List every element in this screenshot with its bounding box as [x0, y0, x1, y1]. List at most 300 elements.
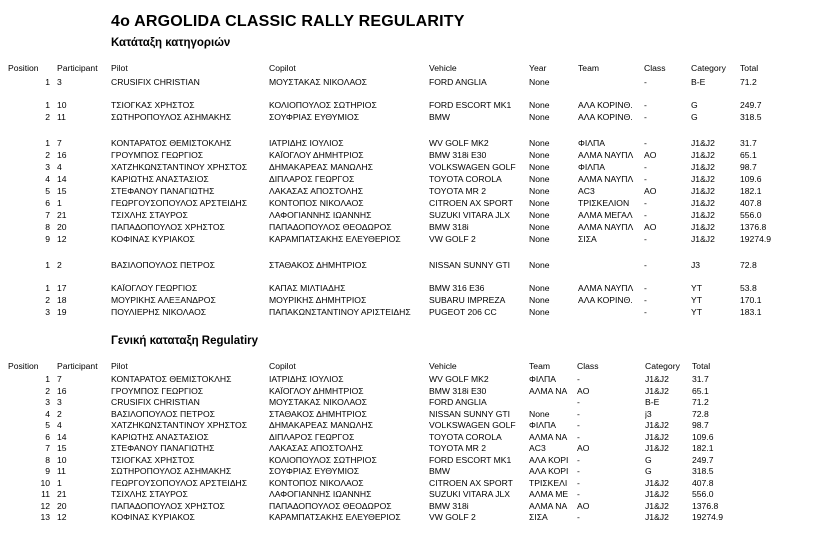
- cell-category: j3: [645, 408, 652, 419]
- cell-pilot: ΚΟΦΙΝΑΣ ΚΥΡΙΑΚΟΣ: [111, 512, 195, 522]
- table-row: [0, 455, 815, 466]
- cell-year: None: [529, 234, 550, 244]
- cell-copilot: ΠΑΠΑΔΟΠΟΥΛΟΣ ΘΕΟΔΩΡΟΣ: [269, 500, 392, 511]
- cell-category: J1&J2: [691, 174, 715, 184]
- cell-total: 65.1: [692, 385, 709, 396]
- cell-copilot: ΠΑΠΑΔΟΠΟΥΛΟΣ ΘΕΟΔΩΡΟΣ: [269, 222, 392, 232]
- table-row: [0, 386, 815, 397]
- table-row: [0, 397, 815, 408]
- cell-participant: 21: [57, 210, 67, 220]
- cell-copilot: ΚΑΡΑΜΠΑΤΣΑΚΗΣ ΕΛΕΥΘΕΡΙΟΣ: [269, 234, 401, 244]
- cell-total: 556.0: [692, 489, 714, 499]
- cell-participant: 17: [57, 283, 67, 293]
- cell-class: AO: [577, 385, 590, 396]
- cell-class: -: [644, 162, 647, 172]
- cell-team: ΤΡΙΣΚΕΛΙΟΝ: [578, 198, 630, 208]
- cell-team: ΑΛΜΑ ΜΕ: [529, 489, 569, 499]
- cell-year: None: [529, 162, 550, 172]
- cell-position: 5: [45, 420, 50, 430]
- cell-copilot: ΔΗΜΑΚΑΡΕΑΣ ΜΑΝΩΛΗΣ: [269, 420, 373, 430]
- header-category: Category: [645, 361, 680, 371]
- cell-category: YT: [691, 295, 702, 305]
- cell-vehicle: BMW 316 E36: [429, 283, 485, 293]
- cell-class: AO: [644, 150, 657, 160]
- cell-participant: 21: [57, 489, 67, 499]
- cell-team: AC3: [578, 186, 595, 196]
- cell-position: 3: [45, 162, 50, 172]
- cell-category: G: [645, 466, 652, 476]
- cell-category: B-E: [645, 397, 660, 407]
- cell-copilot: ΣΟΥΦΡΙΑΣ ΕΥΘΥΜΙΟΣ: [269, 466, 360, 476]
- cell-pilot: ΧΑΤΖΗΚΩΝΣΤΑΝΤΙΝΟΥ ΧΡΗΣΤΟΣ: [111, 420, 248, 430]
- cell-total: 1376.8: [692, 500, 719, 511]
- table-row: [0, 210, 815, 221]
- section-title-overall: Γενική καταταξη Regulatiry: [111, 335, 259, 347]
- cell-team: ΑΛΜΑ ΝΑΥΠΛ: [578, 222, 634, 232]
- cell-participant: 16: [57, 150, 67, 160]
- cell-participant: 7: [57, 374, 62, 384]
- cell-category: G: [645, 454, 652, 465]
- cell-year: None: [529, 186, 550, 196]
- cell-vehicle: FORD ANGLIA: [429, 77, 487, 87]
- cell-vehicle: VW GOLF 2: [429, 512, 476, 522]
- cell-total: 182.1: [740, 186, 762, 196]
- table-row: [0, 150, 815, 161]
- cell-pilot: CRUSIFIX CHRISTIAN: [111, 77, 200, 87]
- cell-position: 1: [45, 374, 50, 384]
- cell-position: 7: [45, 210, 50, 220]
- cell-class: -: [577, 420, 580, 430]
- header-team: Team: [578, 63, 600, 73]
- cell-team: ΦΙΛΠΑ: [529, 374, 556, 384]
- cell-position: 2: [45, 385, 50, 396]
- cell-category: J1&J2: [691, 162, 715, 172]
- cell-class: -: [644, 198, 647, 208]
- cell-vehicle: SUZUKI VITARA JLX: [429, 489, 511, 499]
- cell-vehicle: FORD ANGLIA: [429, 397, 487, 407]
- cell-team: ΦΙΛΠΑ: [529, 420, 556, 430]
- cell-participant: 15: [57, 186, 67, 196]
- cell-year: None: [529, 112, 550, 122]
- cell-pilot: ΚΑΪΟΓΛΟΥ ΓΕΩΡΓΙΟΣ: [111, 283, 198, 293]
- cell-team: ΣΙΣΑ: [529, 512, 548, 522]
- cell-participant: 2: [57, 408, 62, 419]
- cell-year: None: [529, 260, 550, 270]
- cell-pilot: ΣΤΕΦΑΝΟΥ ΠΑΝΑΓΙΩΤΗΣ: [111, 443, 215, 453]
- cell-copilot: ΜΟΥΣΤΑΚΑΣ ΝΙΚΟΛΑΟΣ: [269, 77, 367, 87]
- cell-position: 4: [45, 174, 50, 184]
- cell-copilot: ΣΤΑΘΑΚΟΣ ΔΗΜΗΤΡΙΟΣ: [269, 260, 367, 270]
- cell-participant: 16: [57, 385, 67, 396]
- cell-vehicle: PUGEOT 206 CC: [429, 307, 497, 317]
- cell-team: ΦΙΛΠΑ: [578, 162, 605, 172]
- cell-pilot: ΧΑΤΖΗΚΩΝΣΤΑΝΤΙΝΟΥ ΧΡΗΣΤΟΣ: [111, 162, 248, 172]
- cell-pilot: CRUSIFIX CHRISTIAN: [111, 397, 200, 407]
- cell-team: ΑΛΑ ΚΟΡΙ: [529, 454, 569, 465]
- header-team: Team: [529, 361, 551, 371]
- cell-team: ΣΙΣΑ: [578, 234, 597, 244]
- cell-total: 407.8: [740, 198, 762, 208]
- cell-total: 318.5: [740, 112, 762, 122]
- cell-copilot: ΚΑΠΑΣ ΜΙΛΤΙΑΔΗΣ: [269, 283, 346, 293]
- cell-total: 65.1: [740, 150, 757, 160]
- header-class: Class: [644, 63, 666, 73]
- cell-vehicle: VW GOLF 2: [429, 234, 476, 244]
- table-header-overall: [0, 361, 815, 372]
- cell-pilot: ΓΡΟΥΜΠΟΣ ΓΕΩΡΓΙΟΣ: [111, 150, 204, 160]
- cell-vehicle: BMW: [429, 112, 451, 122]
- cell-position: 6: [45, 431, 50, 442]
- cell-position: 2: [45, 112, 50, 122]
- cell-vehicle: NISSAN SUNNY GTI: [429, 408, 511, 419]
- cell-pilot: ΤΣΙΟΓΚΑΣ ΧΡΗΣΤΟΣ: [111, 454, 195, 465]
- cell-pilot: ΠΑΠΑΔΟΠΟΥΛΟΣ ΧΡΗΣΤΟΣ: [111, 222, 225, 232]
- header-year: Year: [529, 63, 547, 73]
- cell-participant: 19: [57, 307, 67, 317]
- cell-position: 1: [45, 138, 50, 148]
- cell-participant: 1: [57, 198, 62, 208]
- cell-position: 4: [45, 408, 50, 419]
- cell-vehicle: VOLKSWAGEN GOLF: [429, 420, 516, 430]
- cell-vehicle: CITROEN AX SPORT: [429, 477, 513, 488]
- cell-category: J1&J2: [691, 234, 715, 244]
- cell-participant: 14: [57, 431, 67, 442]
- cell-pilot: ΚΟΦΙΝΑΣ ΚΥΡΙΑΚΟΣ: [111, 234, 195, 244]
- cell-participant: 7: [57, 138, 62, 148]
- cell-category: J1&J2: [645, 443, 669, 453]
- cell-copilot: ΔΙΠΛΑΡΟΣ ΓΕΩΡΓΟΣ: [269, 431, 355, 442]
- cell-pilot: ΠΑΠΑΔΟΠΟΥΛΟΣ ΧΡΗΣΤΟΣ: [111, 500, 225, 511]
- cell-position: 1: [45, 283, 50, 293]
- cell-team: None: [529, 408, 550, 419]
- cell-pilot: ΤΣΙΟΓΚΑΣ ΧΡΗΣΤΟΣ: [111, 100, 195, 110]
- cell-copilot: ΔΗΜΑΚΑΡΕΑΣ ΜΑΝΩΛΗΣ: [269, 162, 373, 172]
- table-row: [0, 234, 815, 245]
- cell-vehicle: SUZUKI VITARA JLX: [429, 210, 511, 220]
- cell-participant: 11: [57, 112, 66, 122]
- cell-category: J1&J2: [691, 222, 715, 232]
- cell-class: -: [644, 260, 647, 270]
- table-row: [0, 512, 815, 523]
- cell-vehicle: TOYOTA MR 2: [429, 186, 486, 196]
- cell-year: None: [529, 307, 550, 317]
- cell-class: -: [644, 210, 647, 220]
- cell-team: ΑΛΑ ΚΟΡΙΝΘ.: [578, 112, 633, 122]
- cell-participant: 12: [57, 234, 67, 244]
- cell-year: None: [529, 77, 550, 87]
- cell-pilot: ΚΟΝΤΑΡΑΤΟΣ ΘΕΜΙΣΤΟΚΛΗΣ: [111, 374, 232, 384]
- cell-pilot: ΣΩΤΗΡΟΠΟΥΛΟΣ ΑΣΗΜΑΚΗΣ: [111, 112, 232, 122]
- cell-category: YT: [691, 283, 702, 293]
- section-title-categories: Κατάταξη κατηγοριών: [111, 37, 231, 49]
- cell-position: 10: [40, 477, 50, 488]
- cell-team: ΦΙΛΠΑ: [578, 138, 605, 148]
- cell-team: ΤΡΙΣΚΕΛΙ: [529, 477, 568, 488]
- header-pilot: Pilot: [111, 63, 128, 73]
- cell-copilot: ΚΑΪΟΓΛΟΥ ΔΗΜΗΤΡΙΟΣ: [269, 150, 364, 160]
- cell-category: J1&J2: [691, 210, 715, 220]
- cell-vehicle: NISSAN SUNNY GTI: [429, 260, 511, 270]
- cell-category: J1&J2: [691, 198, 715, 208]
- cell-pilot: ΣΤΕΦΑΝΟΥ ΠΑΝΑΓΙΩΤΗΣ: [111, 186, 215, 196]
- cell-copilot: ΚΟΝΤΟΠΟΣ ΝΙΚΟΛΑΟΣ: [269, 477, 364, 488]
- cell-position: 1: [45, 77, 50, 87]
- cell-total: 170.1: [740, 295, 762, 305]
- cell-category: J1&J2: [691, 150, 715, 160]
- table-row: [0, 77, 815, 88]
- cell-class: -: [644, 295, 647, 305]
- cell-participant: 1: [57, 477, 62, 488]
- header-participant: Participant: [57, 63, 98, 73]
- table-row: [0, 198, 815, 209]
- cell-position: 11: [41, 489, 50, 499]
- cell-year: None: [529, 210, 550, 220]
- cell-vehicle: BMW 318i: [429, 500, 469, 511]
- cell-class: -: [577, 454, 580, 465]
- cell-total: 109.6: [692, 431, 714, 442]
- cell-total: 98.7: [740, 162, 757, 172]
- cell-total: 249.7: [740, 100, 762, 110]
- cell-copilot: ΚΟΝΤΟΠΟΣ ΝΙΚΟΛΑΟΣ: [269, 198, 364, 208]
- cell-total: 72.8: [740, 260, 757, 270]
- table-row: [0, 432, 815, 443]
- header-vehicle: Vehicle: [429, 63, 457, 73]
- cell-category: G: [691, 112, 698, 122]
- cell-class: -: [577, 408, 580, 419]
- cell-year: None: [529, 150, 550, 160]
- header-copilot: Copilot: [269, 63, 296, 73]
- cell-year: None: [529, 198, 550, 208]
- cell-participant: 15: [57, 443, 67, 453]
- cell-participant: 20: [57, 222, 67, 232]
- cell-pilot: ΜΟΥΡΙΚΗΣ ΑΛΕΞΑΝΔΡΟΣ: [111, 295, 216, 305]
- cell-position: 1: [45, 260, 50, 270]
- cell-position: 3: [45, 397, 50, 407]
- cell-participant: 3: [57, 77, 62, 87]
- cell-total: 182.1: [692, 443, 714, 453]
- cell-year: None: [529, 295, 550, 305]
- table-row: [0, 112, 815, 123]
- cell-team: ΑΛΜΑ ΝΑΥΠΛ: [578, 174, 634, 184]
- cell-category: J1&J2: [691, 138, 715, 148]
- cell-category: J1&J2: [645, 500, 669, 511]
- cell-position: 8: [45, 454, 50, 465]
- cell-participant: 12: [57, 512, 67, 522]
- table-row: [0, 162, 815, 173]
- cell-position: 13: [40, 512, 50, 522]
- table-row: [0, 478, 815, 489]
- cell-pilot: ΓΕΩΡΓΟΥΣΟΠΟΥΛΟΣ ΑΡΣΤΕΙΔΗΣ: [111, 477, 248, 488]
- cell-year: None: [529, 283, 550, 293]
- cell-copilot: ΜΟΥΣΤΑΚΑΣ ΝΙΚΟΛΑΟΣ: [269, 397, 367, 407]
- header-participant: Participant: [57, 361, 98, 371]
- table-row: [0, 186, 815, 197]
- cell-total: 19274.9: [692, 512, 724, 522]
- header-position: Position: [8, 63, 39, 73]
- cell-class: -: [644, 307, 647, 317]
- table-row: [0, 489, 815, 500]
- cell-vehicle: BMW: [429, 466, 451, 476]
- cell-copilot: ΛΑΦΟΓΙΑΝΝΗΣ ΙΩΑΝΝΗΣ: [269, 489, 372, 499]
- cell-pilot: ΓΡΟΥΜΠΟΣ ΓΕΩΡΓΙΟΣ: [111, 385, 204, 396]
- cell-vehicle: WV GOLF MK2: [429, 138, 489, 148]
- cell-copilot: ΚΟΛΙΟΠΟΥΛΟΣ ΣΩΤΗΡΙΟΣ: [269, 454, 377, 465]
- cell-category: J3: [691, 260, 701, 270]
- cell-category: J1&J2: [691, 186, 715, 196]
- cell-copilot: ΙΑΤΡΙΔΗΣ ΙΟΥΛΙΟΣ: [269, 374, 344, 384]
- cell-class: -: [577, 466, 580, 476]
- header-pilot: Pilot: [111, 361, 128, 371]
- cell-vehicle: FORD ESCORT MK1: [429, 454, 512, 465]
- cell-class: -: [644, 138, 647, 148]
- header-class: Class: [577, 361, 599, 371]
- cell-total: 249.7: [692, 454, 714, 465]
- cell-vehicle: FORD ESCORT MK1: [429, 100, 512, 110]
- cell-team: ΑΛΜΑ ΝΑ: [529, 431, 568, 442]
- cell-vehicle: WV GOLF MK2: [429, 374, 489, 384]
- cell-participant: 20: [57, 500, 67, 511]
- cell-total: 98.7: [692, 420, 709, 430]
- cell-year: None: [529, 138, 550, 148]
- cell-category: J1&J2: [645, 512, 669, 522]
- cell-pilot: ΚΟΝΤΑΡΑΤΟΣ ΘΕΜΙΣΤΟΚΛΗΣ: [111, 138, 232, 148]
- cell-category: B-E: [691, 77, 706, 87]
- cell-total: 407.8: [692, 477, 714, 488]
- cell-total: 31.7: [692, 374, 709, 384]
- cell-copilot: ΚΑΡΑΜΠΑΤΣΑΚΗΣ ΕΛΕΥΘΕΡΙΟΣ: [269, 512, 401, 522]
- cell-category: J1&J2: [645, 420, 669, 430]
- cell-pilot: ΒΑΣΙΛΟΠΟΥΛΟΣ ΠΕΤΡΟΣ: [111, 260, 215, 270]
- cell-position: 1: [45, 100, 50, 110]
- cell-pilot: ΚΑΡΙΩΤΗΣ ΑΝΑΣΤΑΣΙΟΣ: [111, 431, 209, 442]
- cell-copilot: ΜΟΥΡΙΚΗΣ ΔΗΜΗΤΡΙΟΣ: [269, 295, 367, 305]
- cell-team: AC3: [529, 443, 546, 453]
- cell-vehicle: CITROEN AX SPORT: [429, 198, 513, 208]
- table-row: [0, 260, 815, 271]
- cell-position: 12: [40, 500, 50, 511]
- cell-total: 109.6: [740, 174, 762, 184]
- cell-class: -: [577, 374, 580, 384]
- cell-class: -: [577, 397, 580, 407]
- table-row: [0, 100, 815, 111]
- table-row: [0, 307, 815, 318]
- cell-class: -: [644, 100, 647, 110]
- cell-vehicle: TOYOTA MR 2: [429, 443, 486, 453]
- cell-category: J1&J2: [645, 489, 669, 499]
- cell-total: 53.8: [740, 283, 757, 293]
- cell-team: ΑΛΜΑ ΝΑ: [529, 385, 568, 396]
- cell-total: 72.8: [692, 408, 709, 419]
- cell-team: ΑΛΜΑ ΝΑ: [529, 500, 568, 511]
- cell-vehicle: VOLKSWAGEN GOLF: [429, 162, 516, 172]
- cell-participant: 4: [57, 162, 62, 172]
- cell-vehicle: SUBARU IMPREZA: [429, 295, 506, 305]
- cell-total: 31.7: [740, 138, 757, 148]
- cell-class: AO: [644, 186, 657, 196]
- cell-participant: 2: [57, 260, 62, 270]
- cell-pilot: ΠΟΥΛΙΕΡΗΣ ΝΙΚΟΛΑΟΣ: [111, 307, 207, 317]
- cell-participant: 18: [57, 295, 67, 305]
- cell-team: ΑΛΑ ΚΟΡΙΝΘ.: [578, 295, 633, 305]
- cell-class: -: [577, 477, 580, 488]
- cell-pilot: ΣΩΤΗΡΟΠΟΥΛΟΣ ΑΣΗΜΑΚΗΣ: [111, 466, 232, 476]
- cell-class: -: [577, 512, 580, 522]
- cell-pilot: ΚΑΡΙΩΤΗΣ ΑΝΑΣΤΑΣΙΟΣ: [111, 174, 209, 184]
- table-row: [0, 501, 815, 512]
- cell-copilot: ΛΑΚΑΣΑΣ ΑΠΟΣΤΟΛΗΣ: [269, 186, 364, 196]
- cell-pilot: ΤΣΙΧΛΗΣ ΣΤΑΥΡΟΣ: [111, 489, 188, 499]
- cell-class: -: [644, 174, 647, 184]
- cell-class: -: [644, 234, 647, 244]
- header-copilot: Copilot: [269, 361, 296, 371]
- table-row: [0, 420, 815, 431]
- cell-class: -: [644, 77, 647, 87]
- cell-total: 19274.9: [740, 234, 772, 244]
- cell-class: AO: [644, 222, 657, 232]
- cell-participant: 10: [57, 454, 67, 465]
- table-row: [0, 409, 815, 420]
- cell-copilot: ΠΑΠΑΚΩΝΣΤΑΝΤΙΝΟΥ ΑΡΙΣΤΕΙΔΗΣ: [269, 307, 411, 317]
- cell-category: J1&J2: [645, 477, 669, 488]
- cell-position: 9: [45, 234, 50, 244]
- table-row: [0, 466, 815, 477]
- cell-position: 2: [45, 150, 50, 160]
- cell-pilot: ΓΕΩΡΓΟΥΣΟΠΟΥΛΟΣ ΑΡΣΤΕΙΔΗΣ: [111, 198, 248, 208]
- cell-position: 7: [45, 443, 50, 453]
- cell-vehicle: BMW 318i E30: [429, 385, 487, 396]
- cell-class: -: [577, 431, 580, 442]
- cell-class: -: [644, 283, 647, 293]
- cell-participant: 3: [57, 397, 62, 407]
- cell-position: 6: [45, 198, 50, 208]
- cell-copilot: ΚΟΛΙΟΠΟΥΛΟΣ ΣΩΤΗΡΙΟΣ: [269, 100, 377, 110]
- cell-participant: 11: [57, 466, 66, 476]
- cell-copilot: ΛΑΦΟΓΙΑΝΝΗΣ ΙΩΑΝΝΗΣ: [269, 210, 372, 220]
- cell-team: ΑΛΑ ΚΟΡΙΝΘ.: [578, 100, 633, 110]
- table-header-categories: [0, 63, 815, 74]
- cell-category: YT: [691, 307, 702, 317]
- cell-vehicle: TOYOTA COROLA: [429, 174, 502, 184]
- cell-class: -: [644, 112, 647, 122]
- table-row: [0, 374, 815, 385]
- cell-participant: 10: [57, 100, 67, 110]
- header-total: Total: [692, 361, 711, 371]
- cell-category: J1&J2: [645, 385, 669, 396]
- cell-total: 71.2: [692, 397, 709, 407]
- table-row: [0, 222, 815, 233]
- cell-copilot: ΙΑΤΡΙΔΗΣ ΙΟΥΛΙΟΣ: [269, 138, 344, 148]
- cell-category: J1&J2: [645, 374, 669, 384]
- cell-position: 9: [45, 466, 50, 476]
- table-row: [0, 283, 815, 294]
- cell-copilot: ΣΤΑΘΑΚΟΣ ΔΗΜΗΤΡΙΟΣ: [269, 408, 367, 419]
- cell-total: 183.1: [740, 307, 762, 317]
- header-category: Category: [691, 63, 726, 73]
- cell-position: 5: [45, 186, 50, 196]
- table-row: [0, 174, 815, 185]
- cell-total: 556.0: [740, 210, 762, 220]
- cell-position: 3: [45, 307, 50, 317]
- cell-category: J1&J2: [645, 431, 669, 442]
- cell-copilot: ΣΟΥΦΡΙΑΣ ΕΥΘΥΜΙΟΣ: [269, 112, 360, 122]
- cell-vehicle: BMW 318i E30: [429, 150, 487, 160]
- cell-copilot: ΔΙΠΛΑΡΟΣ ΓΕΩΡΓΟΣ: [269, 174, 355, 184]
- cell-class: -: [577, 489, 580, 499]
- page-title: 4o ARGOLIDA CLASSIC RALLY REGULARITY: [111, 13, 465, 30]
- cell-participant: 4: [57, 420, 62, 430]
- cell-participant: 14: [57, 174, 67, 184]
- cell-total: 318.5: [692, 466, 714, 476]
